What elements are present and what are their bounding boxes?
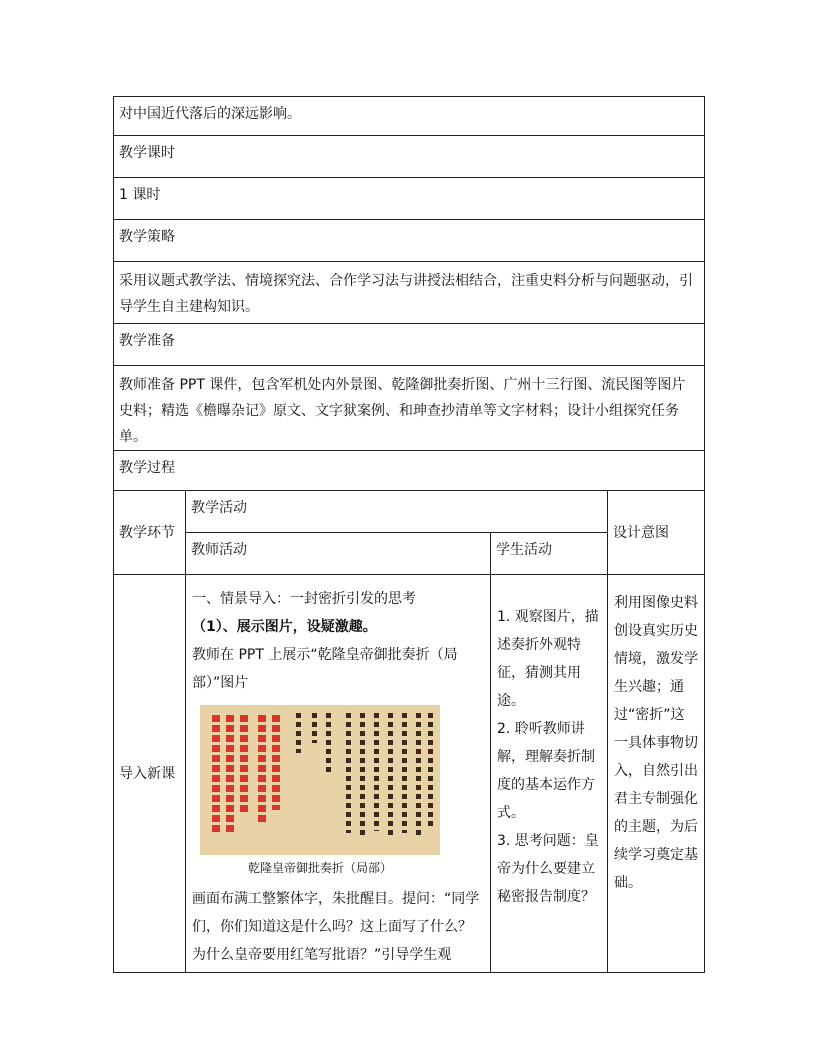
lesson-plan-document <box>113 96 704 973</box>
header-stage: 教学环节 <box>114 491 186 575</box>
prep-label: 教学准备 <box>114 324 705 366</box>
prep-text: 教师准备 PPT 课件，包含军机处内外景图、乾隆御批奏折图、广州十三行图、流民图等图片史料；精选《檐曝杂记》原文、文字狱案例、和珅查抄清单等文字材料；设计小组探究任务单。 <box>114 366 705 451</box>
student-item-3: 3. 思考问题：皇帝为什么要建立秘密报告制度？ <box>497 833 599 905</box>
memorial-image <box>200 705 440 855</box>
design-intent-cell: 利用图像史料创设真实历史情境，激发学生兴趣；通过“密折”这一具体事物切入，自然引出君主专制强化的主题，为后续学习奠定基础。 <box>608 575 705 973</box>
header-teacher: 教师活动 <box>186 533 491 575</box>
teacher-activity-cell <box>186 575 491 973</box>
hours-label: 教学课时 <box>114 136 705 178</box>
figure-caption: 乾隆皇帝御批奏折（局部） <box>247 861 392 875</box>
student-activity-cell <box>491 575 608 973</box>
teacher-paragraph-2: 画面布满工整繁体字，朱批醒目。提问：“同学们，你们知道这是什么吗？这上面写了什么？为什么皇帝要用红笔写批语？”引导学生观 <box>192 891 480 963</box>
strategy-text: 采用议题式教学法、情境探究法、合作学习法与讲授法相结合，注重史料分析与问题驱动，引导学生自主建构知识。 <box>114 262 705 324</box>
intro-tail-text: 对中国近代落后的深远影响。 <box>114 97 705 136</box>
stage-intro: 导入新课 <box>114 575 186 973</box>
strategy-label: 教学策略 <box>114 220 705 262</box>
memorial-figure <box>200 705 440 877</box>
header-activity: 教学活动 <box>186 491 608 533</box>
lesson-plan-table <box>113 96 705 973</box>
hours-value: 1 课时 <box>114 178 705 220</box>
teacher-paragraph-1: 教师在 PPT 上展示“乾隆皇帝御批奏折（局部）”图片 <box>192 647 458 691</box>
student-item-1: 1. 观察图片，描述奏折外观特征，猜测其用途。 <box>497 609 599 709</box>
student-item-2: 2. 聆听教师讲解，理解奏折制度的基本运作方式。 <box>497 721 595 821</box>
teacher-heading: 一、情景导入：一封密折引发的思考 <box>192 591 416 607</box>
header-student: 学生活动 <box>491 533 608 575</box>
process-label: 教学过程 <box>114 451 705 491</box>
teacher-subheading: （1）、展示图片，设疑激趣。 <box>192 619 377 635</box>
header-design: 设计意图 <box>608 491 705 575</box>
